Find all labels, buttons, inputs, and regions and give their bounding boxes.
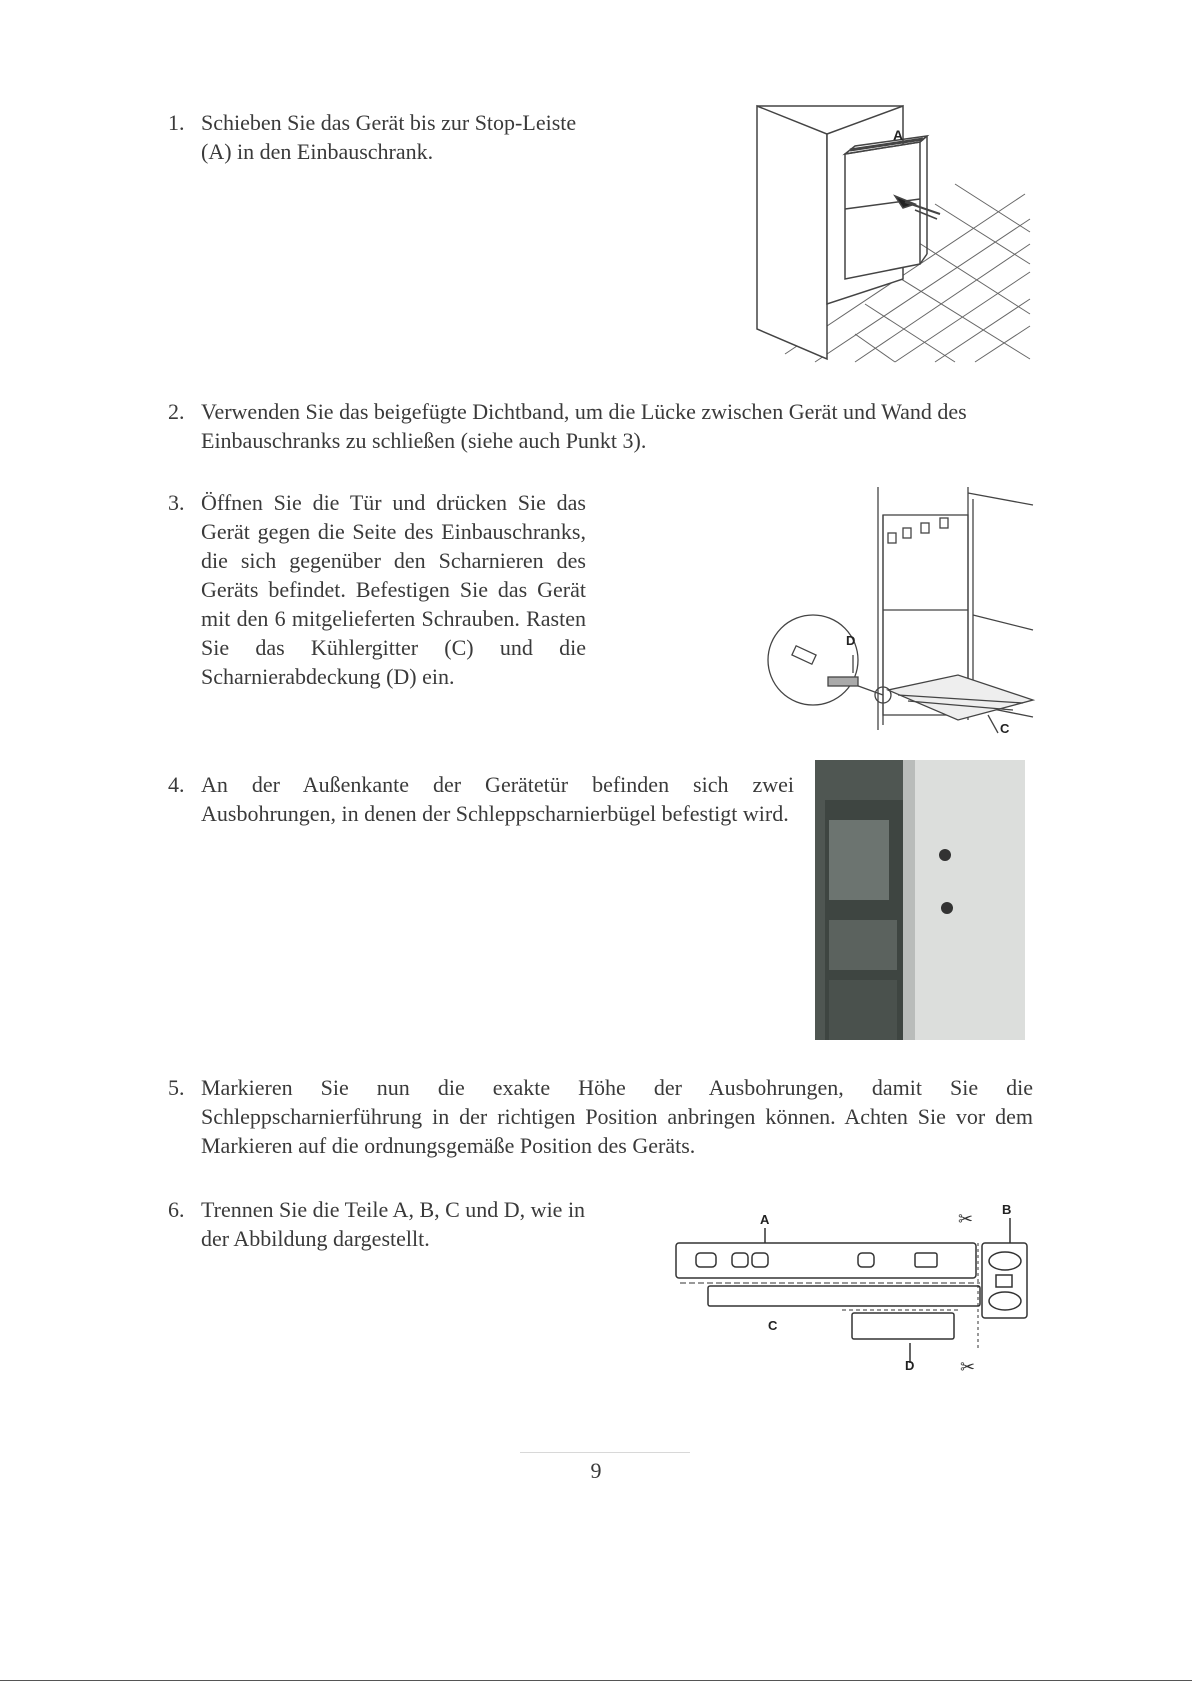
photo-door-edge-holes <box>815 760 1025 1040</box>
svg-text:✂: ✂ <box>958 1209 974 1230</box>
step-number: 2. <box>168 399 185 424</box>
figure-label-a: A <box>760 1212 770 1227</box>
page-bottom-edge <box>0 1680 1192 1681</box>
step-text: Öffnen Sie die Tür und drücken Sie das Gerät gegen die Seite des Einbauschranks, die sich gegenüber den Scharnieren des Geräts befindet. Befestigen Sie das Gerät mit den 6 mitgelieferten Schrauben. Rasten Sie das Kühlergitter (C) und die Scharnierabdeckung (D) ein. <box>201 490 586 689</box>
step-number: 6. <box>168 1197 185 1222</box>
figure-label-c: C <box>768 1318 778 1333</box>
figure-label-c: C <box>1000 721 1010 735</box>
figure-grille-hinge-cover <box>758 485 1036 735</box>
step-text: Trennen Sie die Teile A, B, C und D, wie in der Abbildung dargestellt. <box>201 1197 586 1251</box>
step-number: 1. <box>168 110 185 135</box>
step-number: 5. <box>168 1075 185 1100</box>
figure-label-d: D <box>905 1358 915 1373</box>
step-number: 3. <box>168 490 185 515</box>
svg-text:✂: ✂ <box>960 1357 976 1373</box>
step-text: Verwenden Sie das beigefügte Dichtband, um die Lücke zwischen Gerät und Wand des Einbauschranks zu schließen (siehe auch Punkt 3). <box>201 399 967 453</box>
step-number: 4. <box>168 772 185 797</box>
figure-label-d: D <box>846 633 856 648</box>
step-text: An der Außenkante der Gerätetür befinden sich zwei Ausbohrungen, in denen der Schleppscharnierbügel befestigt wird. <box>201 772 794 826</box>
figure-separate-parts <box>660 1198 1030 1373</box>
figure-cabinet-insertion <box>755 104 1035 366</box>
page-number: 9 <box>590 1458 602 1483</box>
footer-divider <box>520 1452 690 1453</box>
figure-label-a: A <box>893 127 904 143</box>
step-text: Markieren Sie nun die exakte Höhe der Ausbohrungen, damit Sie die Schleppscharnierführung in der richtigen Position anbringen können. Achten Sie vor dem Markieren auf die ordnungsgemäße Position des Geräts. <box>201 1075 1033 1158</box>
step-text: Schieben Sie das Gerät bis zur Stop-Leiste (A) in den Einbauschrank. <box>201 110 577 164</box>
figure-label-b: B <box>1002 1202 1012 1217</box>
